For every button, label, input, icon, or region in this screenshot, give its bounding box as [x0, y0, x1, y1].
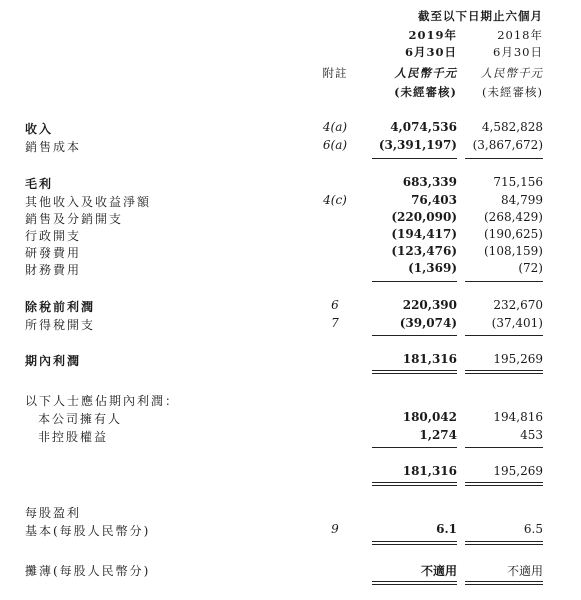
- col-2019-unit: 人民幣千元: [394, 66, 457, 80]
- total-rule: [465, 373, 543, 374]
- value-2019: 683,339: [402, 175, 457, 189]
- table-row: [0, 504, 581, 521]
- value-2019: 76,403: [411, 193, 457, 207]
- row-label: 每股盈利: [25, 506, 82, 520]
- total-rule: [465, 544, 543, 545]
- row-label: 行政開支: [25, 229, 82, 243]
- total-rule: [372, 370, 457, 371]
- total-rule: [372, 485, 457, 486]
- value-2019: 不適用: [420, 564, 457, 578]
- value-2018: (3,867,672): [472, 138, 543, 152]
- row-label: 研發費用: [25, 246, 82, 260]
- row-note: 4(a): [322, 120, 348, 134]
- total-rule: [465, 584, 543, 585]
- subtotal-rule: [465, 158, 543, 159]
- row-label: 毛利: [25, 177, 54, 191]
- row-label: 非控股權益: [38, 430, 109, 444]
- value-2018: (108,159): [484, 244, 543, 258]
- col-2018-unit: 人民幣千元: [480, 66, 543, 80]
- table-row: [0, 428, 581, 445]
- col-2019-date: 6月30日: [404, 45, 457, 59]
- subtotal-rule: [372, 281, 457, 282]
- value-2018: 6.5: [523, 522, 543, 536]
- total-rule: [465, 485, 543, 486]
- row-label: 收入: [25, 122, 54, 136]
- table-row: [0, 138, 581, 155]
- table-row: [0, 244, 581, 261]
- value-2019: 181,316: [402, 464, 457, 478]
- row-label: 所得稅開支: [25, 318, 96, 332]
- row-label: 以下人士應佔期內利潤：: [25, 394, 180, 408]
- row-label: 除稅前利潤: [25, 300, 96, 314]
- total-rule: [372, 541, 457, 542]
- total-rule: [372, 373, 457, 374]
- col-2019-audit: (未經審核): [394, 85, 457, 99]
- col-2019-year: 2019年: [408, 28, 457, 42]
- table-row: [0, 210, 581, 227]
- col-2018-date: 6月30日: [493, 45, 543, 59]
- subtotal-rule: [465, 335, 543, 336]
- value-2018: 232,670: [493, 298, 543, 312]
- value-2018: 84,799: [501, 193, 543, 207]
- total-rule: [372, 581, 457, 582]
- value-2018: 194,816: [493, 410, 543, 424]
- subtotal-rule: [465, 281, 543, 282]
- row-label: 期內利潤: [25, 354, 82, 368]
- subtotal-rule: [465, 447, 543, 448]
- row-label: 本公司擁有人: [38, 412, 123, 426]
- row-note: 9: [331, 522, 339, 536]
- subtotal-rule: [372, 335, 457, 336]
- table-row: [0, 464, 581, 481]
- table-row: [0, 392, 581, 409]
- value-2019: 4,074,536: [390, 120, 457, 134]
- value-2019: 180,042: [402, 410, 457, 424]
- table-row: [0, 522, 581, 539]
- table-row: [0, 193, 581, 210]
- value-2019: (3,391,197): [378, 138, 457, 152]
- row-note: 6: [331, 298, 339, 312]
- value-2018: 不適用: [506, 564, 543, 578]
- row-label: 銷售及分銷開支: [25, 212, 124, 226]
- value-2018: 195,269: [493, 352, 543, 366]
- row-note: 6(a): [322, 138, 348, 152]
- total-rule: [465, 370, 543, 371]
- subtotal-rule: [372, 158, 457, 159]
- value-2019: (39,074): [399, 316, 457, 330]
- total-rule: [372, 544, 457, 545]
- total-rule: [465, 482, 543, 483]
- col-2018-year: 2018年: [497, 28, 543, 42]
- value-2018: 195,269: [493, 464, 543, 478]
- row-label: 其他收入及收益淨額: [25, 195, 152, 209]
- row-note: 4(c): [323, 193, 347, 207]
- total-rule: [465, 581, 543, 582]
- value-2019: 6.1: [436, 522, 457, 536]
- value-2018: 715,156: [493, 175, 543, 189]
- value-2019: (123,476): [391, 244, 457, 258]
- value-2018: (72): [518, 261, 543, 275]
- row-note: 7: [331, 316, 339, 330]
- subtotal-rule: [372, 447, 457, 448]
- table-row: [0, 410, 581, 427]
- table-row: [0, 298, 581, 315]
- row-label: 基本(每股人民幣分): [25, 524, 151, 538]
- note-column-header: 附註: [322, 66, 348, 80]
- row-label: 攤薄(每股人民幣分): [25, 564, 151, 578]
- value-2019: 181,316: [402, 352, 457, 366]
- table-row: [0, 352, 581, 369]
- table-row: [0, 120, 581, 137]
- table-row: [0, 562, 581, 579]
- col-2018-audit: (未經審核): [482, 85, 543, 99]
- value-2019: (220,090): [391, 210, 457, 224]
- period-header: 截至以下日期止六個月: [418, 9, 543, 23]
- value-2019: 220,390: [402, 298, 457, 312]
- value-2018: 4,582,828: [481, 120, 543, 134]
- value-2018: (268,429): [484, 210, 543, 224]
- value-2019: 1,274: [419, 428, 457, 442]
- row-label: 財務費用: [25, 263, 82, 277]
- table-row: [0, 175, 581, 192]
- value-2018: 453: [520, 428, 543, 442]
- value-2018: (37,401): [491, 316, 543, 330]
- value-2019: (194,417): [391, 227, 457, 241]
- table-row: [0, 316, 581, 333]
- value-2019: (1,369): [408, 261, 457, 275]
- row-label: 銷售成本: [25, 140, 82, 154]
- table-row: [0, 261, 581, 278]
- table-row: [0, 227, 581, 244]
- total-rule: [372, 482, 457, 483]
- total-rule: [372, 584, 457, 585]
- total-rule: [465, 541, 543, 542]
- value-2018: (190,625): [484, 227, 543, 241]
